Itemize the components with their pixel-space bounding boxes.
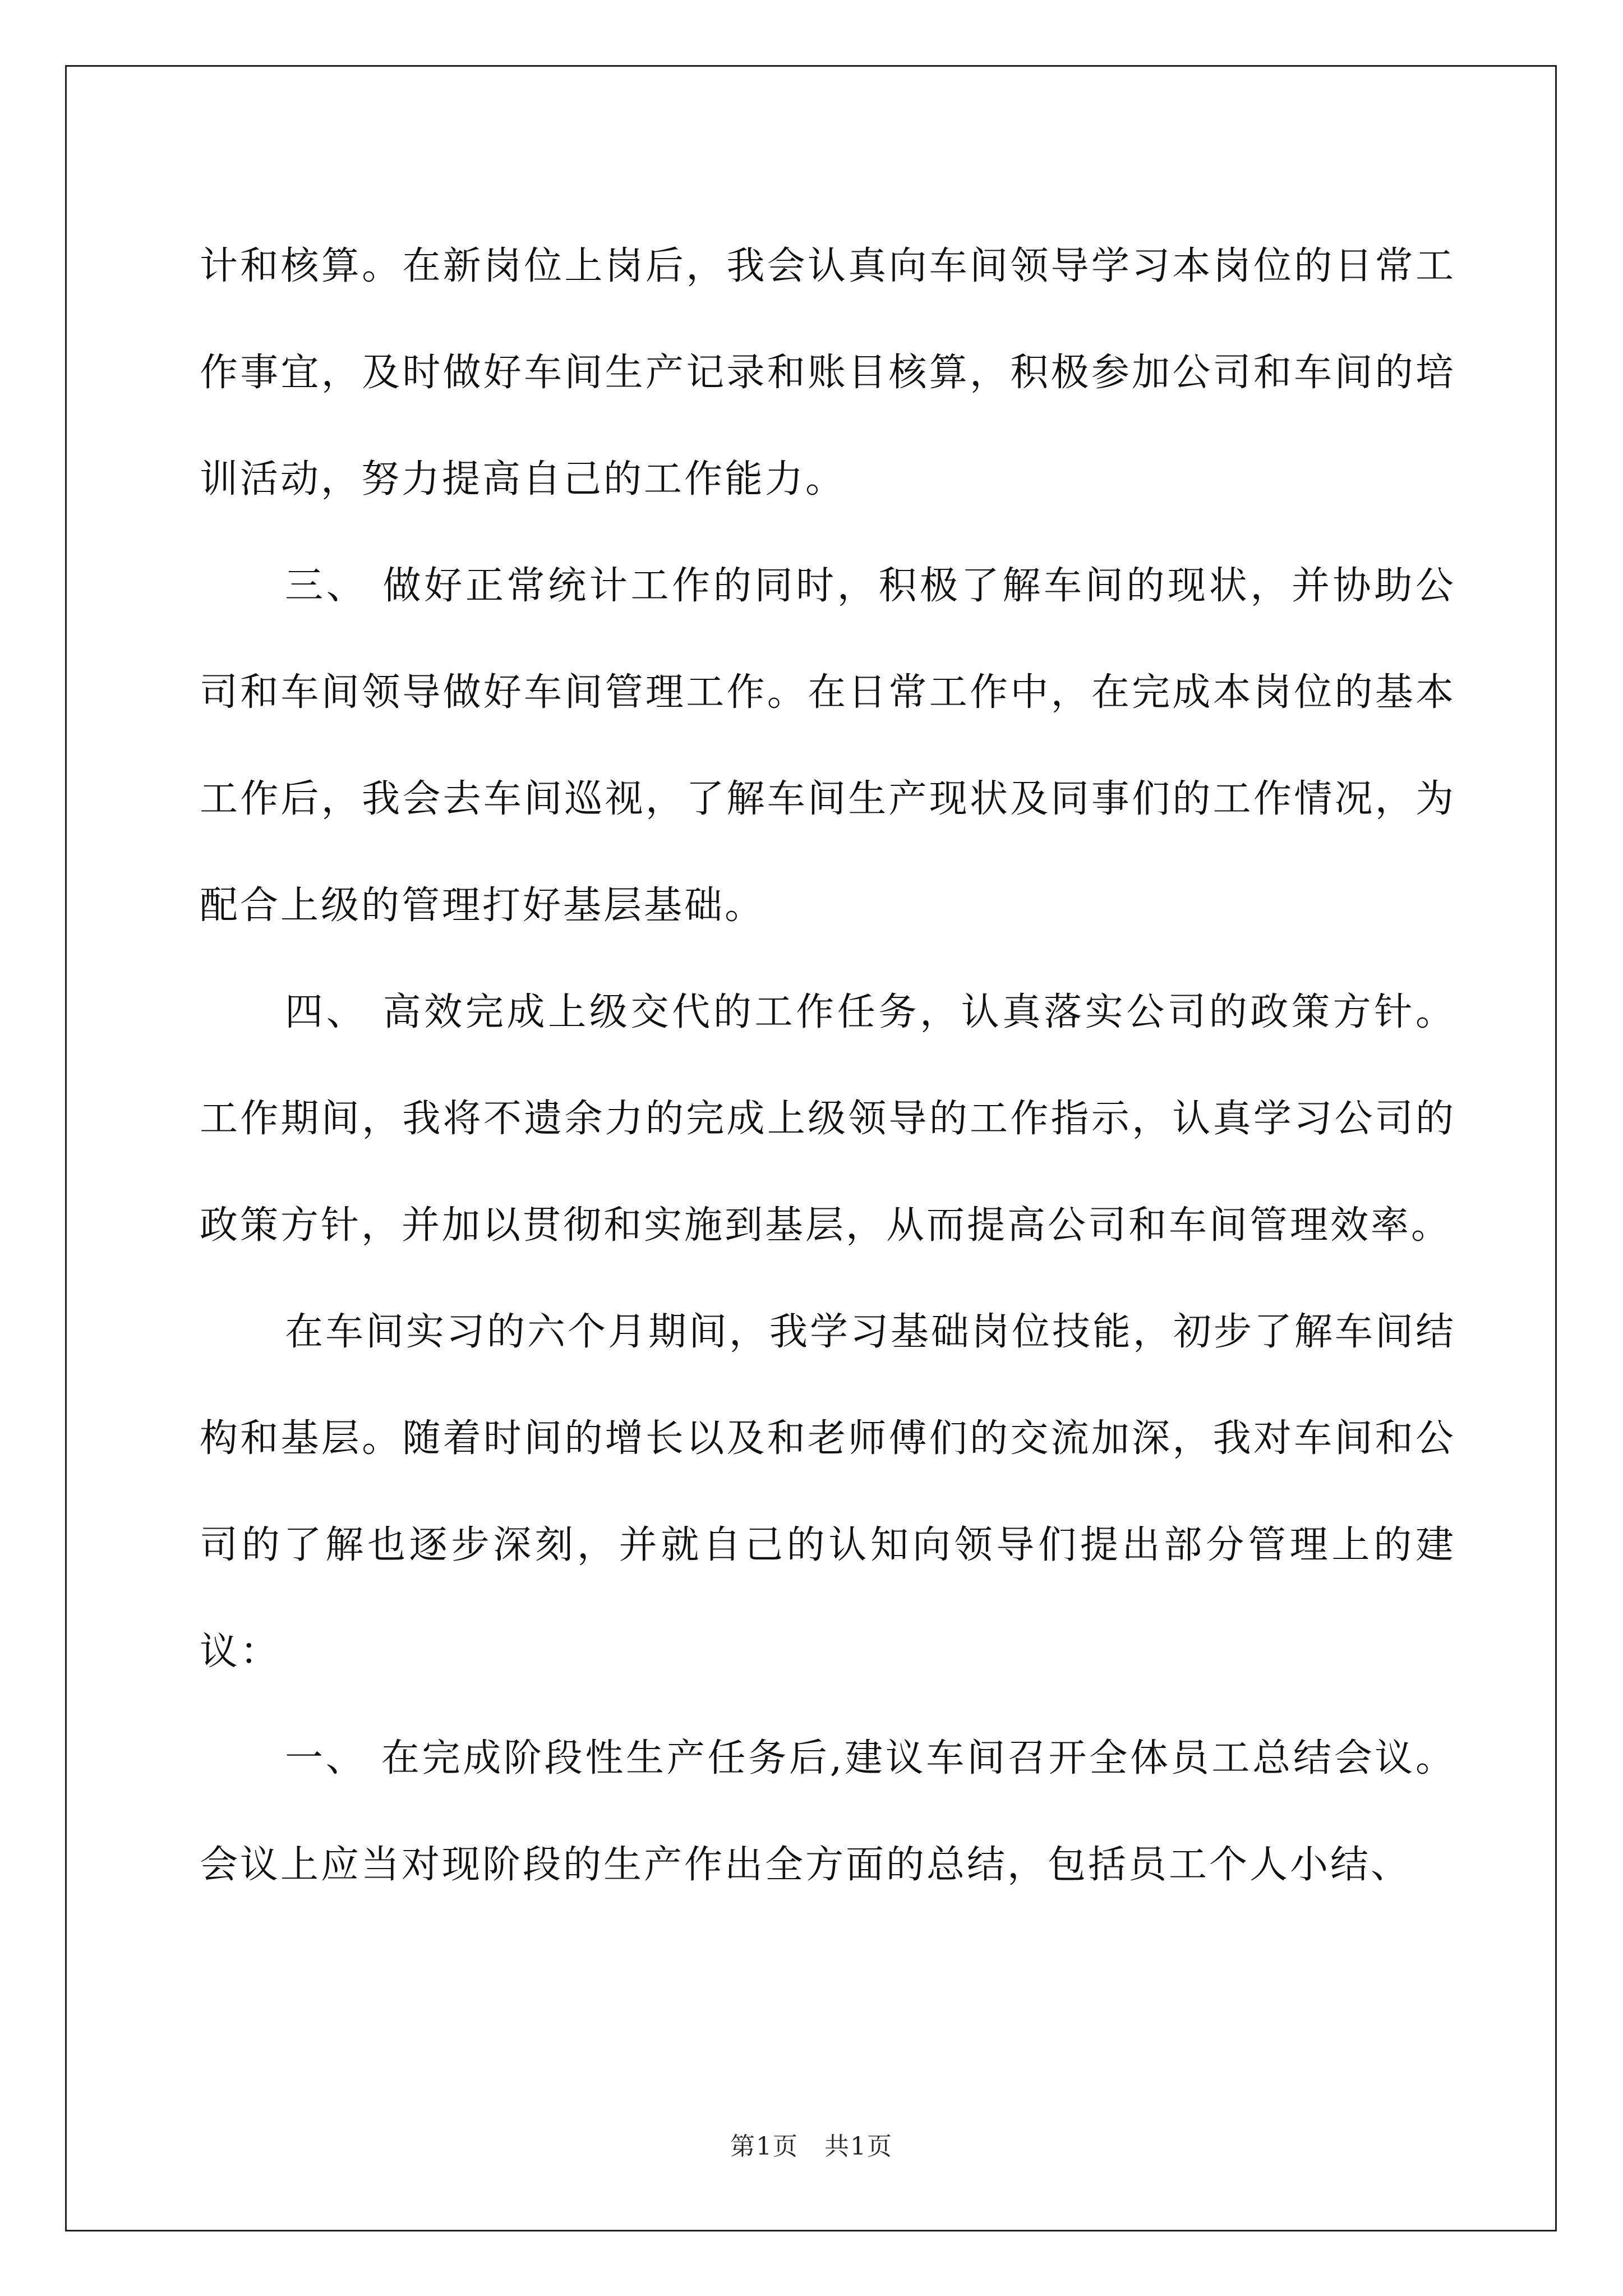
page-footer: 第1页 共1页	[730, 2132, 893, 2161]
paragraph-2: 三、 做好正常统计工作的同时，积极了解车间的现状，并协助公司和车间领导做好车间管理工作。在日常工作中，在完成本岗位的基本工作后，我会去车间巡视，了解车间生产现状及同事们的工作情况，为配合上级的管理打好基层基础。	[200, 564, 1456, 928]
paragraph-4: 在车间实习的六个月期间，我学习基础岗位技能，初步了解车间结构和基层。随着时间的增长以及和老师傅们的交流加深，我对车间和公司的了解也逐步深刻，并就自己的认知向领导们提出部分管理上的建议：	[200, 1310, 1456, 1674]
document-body	[200, 213, 1456, 1918]
paragraph-1: 计和核算。在新岗位上岗后，我会认真向车间领导学习本岗位的日常工作事宜，及时做好车间生产记录和账目核算，积极参加公司和车间的培训活动，努力提高自己的工作能力。	[200, 244, 1456, 501]
paragraph-3: 四、 高效完成上级交代的工作任务，认真落实公司的政策方针。工作期间，我将不遗余力的完成上级领导的工作指示，认真学习公司的政策方针，并加以贯彻和实施到基层，从而提高公司和车间管理效率。	[200, 990, 1456, 1248]
paragraph-5: 一、 在完成阶段性生产任务后,建议车间召开全体员工总结会议。会议上应当对现阶段的生产作出全方面的总结，包括员工个人小结、	[200, 1736, 1456, 1887]
